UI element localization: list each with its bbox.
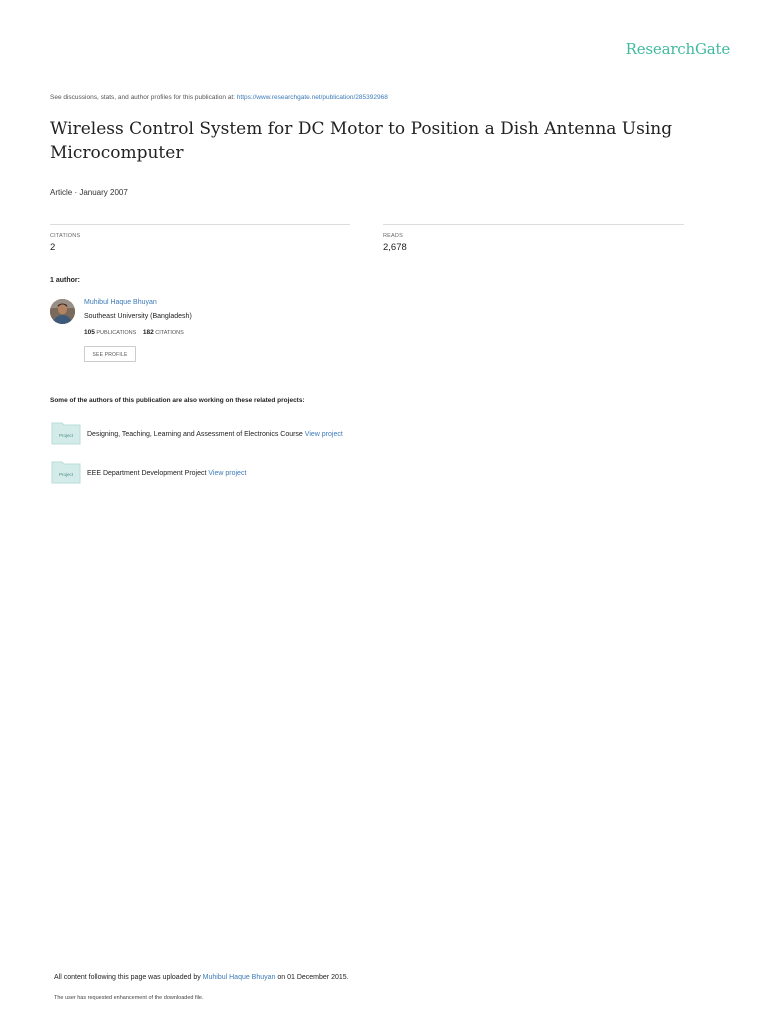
project-icon-label: Project xyxy=(58,472,74,477)
author-publications-label: PUBLICATIONS xyxy=(96,330,137,336)
source-line-text: See discussions, stats, and author profiles for this publication at: xyxy=(50,94,237,101)
publication-url-link[interactable]: https://www.researchgate.net/publication/285392968 xyxy=(236,94,388,101)
citations-stat xyxy=(50,224,350,253)
authors-heading: 1 author: xyxy=(50,277,80,284)
researchgate-logo[interactable]: ResearchGate xyxy=(625,40,730,58)
upload-prefix: All content following this page was uploaded by xyxy=(54,974,203,981)
author-affiliation: Southeast University (Bangladesh) xyxy=(84,313,192,320)
reads-value: 2,678 xyxy=(383,242,407,253)
article-meta: Article · January 2007 xyxy=(50,188,128,197)
project-title: EEE Department Development Project xyxy=(87,470,209,477)
project-folder-icon xyxy=(51,460,81,484)
see-profile-button[interactable]: SEE PROFILE xyxy=(84,346,136,362)
citations-value: 2 xyxy=(50,242,56,253)
citations-label: CITATIONS xyxy=(50,233,81,239)
author-citations-label: CITATIONS xyxy=(155,330,184,336)
related-projects-heading: Some of the authors of this publication are also working on these related projects: xyxy=(50,397,305,404)
author-stats xyxy=(84,329,184,336)
author-citations-count: 182 xyxy=(142,329,154,336)
reads-stat xyxy=(383,224,684,253)
upload-suffix: on 01 December 2015. xyxy=(275,974,349,981)
project-folder-icon xyxy=(51,421,81,445)
author-avatar[interactable] xyxy=(50,299,75,324)
view-project-link[interactable]: View project xyxy=(208,470,247,477)
project-title: Designing, Teaching, Learning and Assessment of Electronics Course xyxy=(87,431,305,438)
uploader-link[interactable]: Muhibul Haque Bhuyan xyxy=(202,974,276,981)
reads-label: READS xyxy=(383,233,403,239)
project-icon-label: Project xyxy=(58,433,74,438)
publication-source-line xyxy=(50,94,388,101)
project-description xyxy=(87,431,343,438)
author-name-link[interactable]: Muhibul Haque Bhuyan xyxy=(84,299,157,306)
publication-title: Wireless Control System for DC Motor to Position a Dish Antenna Using Microcomputer xyxy=(50,119,673,163)
enhancement-note: The user has requested enhancement of the downloaded file. xyxy=(54,995,204,1001)
view-project-link[interactable]: View project xyxy=(304,431,343,438)
project-description xyxy=(87,470,246,477)
upload-notice xyxy=(54,974,349,981)
author-publications-count: 105 xyxy=(84,329,95,336)
